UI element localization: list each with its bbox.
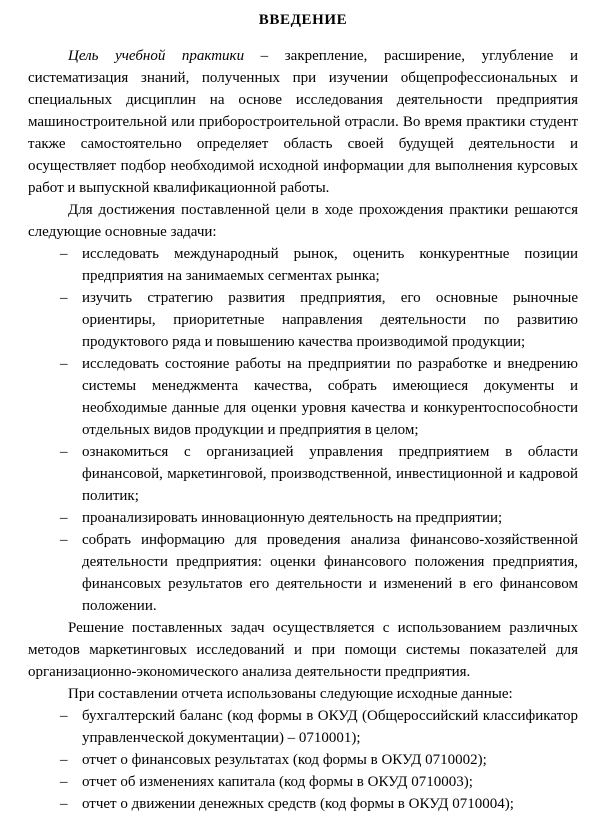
sources-list [28,705,578,815]
solution-paragraph: Решение поставленных задач осуществляется с использованием различных методов маркетинговых исследований и при помощи системы показателей для организационно-экономического анализа деятельности предприятия. [28,620,578,680]
list-item-text: отчет о финансовых результатах (код формы в ОКУД 0710002); [82,752,487,768]
dash-marker: – [60,444,68,460]
list-item-text: изучить стратегию развития предприятия, его основные рыночные ориентиры, приоритетные направления деятельности по развитию продуктового ряда и повышению качества производимой продукции; [82,290,578,350]
list-item [28,749,578,771]
list-item [28,441,578,507]
list-item [28,529,578,617]
dash-marker: – [60,510,68,526]
dash-marker: – [60,290,68,306]
list-item-text: исследовать состояние работы на предприятии по разработке и внедрению системы менеджмента качества, собрать имеющиеся документы и необходимые данные для оценки уровня качества и конкурентоспособности отдельных видов продукции и предприятия в целом; [82,356,578,438]
dash-marker: – [60,246,68,262]
page-title: ВВЕДЕНИЕ [258,12,348,28]
list-item-text: исследовать международный рынок, оценить конкурентные позиции предприятия на занимаемых сегментах рынка; [82,246,578,284]
intro-paragraph [28,45,578,199]
dash-marker: – [60,356,68,372]
list-item-text: проанализировать инновационную деятельность на предприятии; [82,510,503,526]
dash-marker: – [60,752,68,768]
dash-marker: – [60,532,68,548]
list-item [28,243,578,287]
list-item [28,287,578,353]
intro-paragraph-text: – закрепление, расширение, углубление и систематизация знаний, полученных при изучении общепрофессиональных и специальных дисциплин на основе исследования деятельности предприятия машиностроительной или приборостроительной отрасли. Во время практики студент также самостоятельно определяет область своей будущей деятельности и осуществляет подбор необходимой исходной информации для выполнения курсовых работ и выпускной квалификационной работы. [28,48,578,196]
list-item [28,353,578,441]
list-item-text: отчет о движении денежных средств (код формы в ОКУД 0710004); [82,796,514,812]
dash-marker: – [60,774,68,790]
list-item [28,771,578,793]
purpose-phrase: Цель учебной практики [68,48,245,64]
list-item-text: отчет об изменениях капитала (код формы в ОКУД 0710003); [82,774,473,790]
list-item-text: ознакомиться с организацией управления предприятием в области финансовой, маркетинговой, производственной, инвестиционной и кадровой политик; [82,444,578,504]
list-item-text: собрать информацию для проведения анализа финансово-хозяйственной деятельности предприятия: оценки финансового положения предприятия, финансовых результатов его деятельности и изменений в его финансовом положении. [82,532,578,614]
sources-intro-paragraph: При составлении отчета использованы следующие исходные данные: [68,686,513,702]
list-item [28,507,578,529]
dash-marker: – [60,796,68,812]
tasks-list [28,243,578,617]
list-item [28,793,578,815]
tasks-intro-paragraph: Для достижения поставленной цели в ходе прохождения практики решаются следующие основные задачи: [28,202,578,240]
list-item-text: бухгалтерский баланс (код формы в ОКУД (Общероссийский классификатор управленческой документации) – 0710001); [82,708,578,746]
dash-marker: – [60,708,68,724]
list-item [28,705,578,749]
